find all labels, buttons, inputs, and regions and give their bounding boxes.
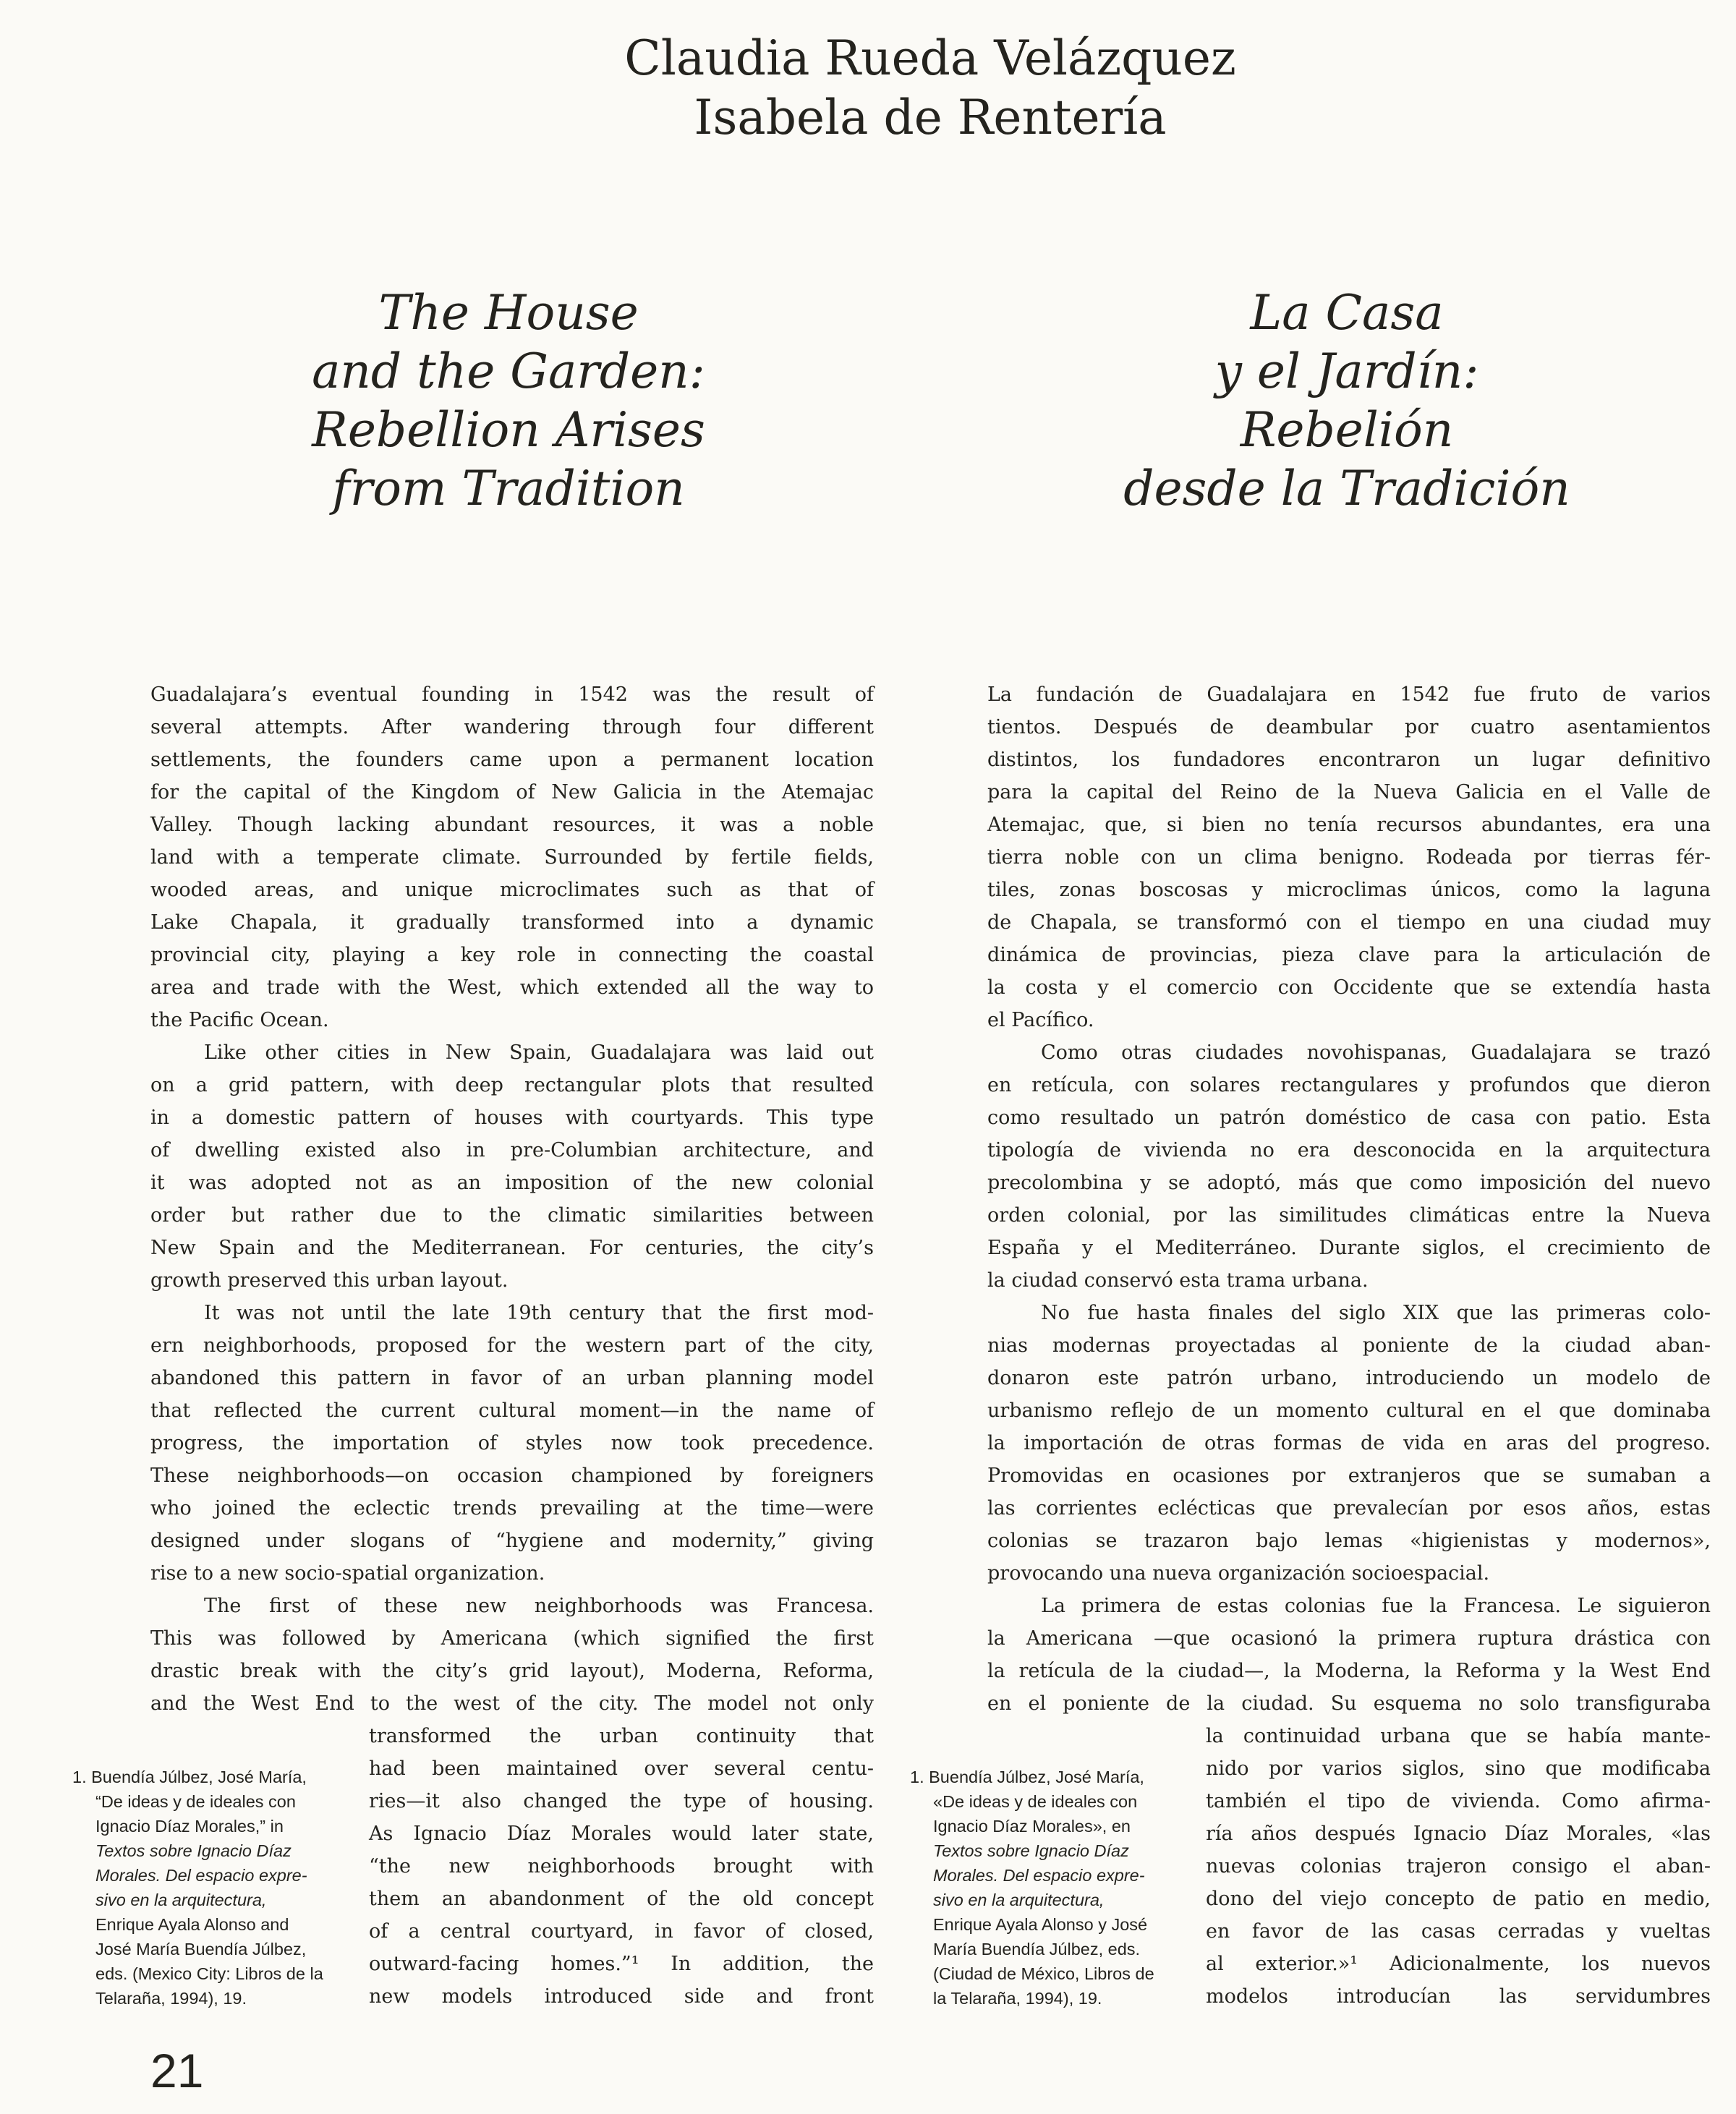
body-line: Like other cities in New Spain, Guadalajara was laid out xyxy=(204,1041,874,1064)
footnote-line: Enrique Ayala Alonso and xyxy=(95,1915,289,1934)
body-line: también el tipo de vivienda. Como afirma- xyxy=(1206,1790,1711,1812)
body-line: tientos. Después de deambular por cuatro asentamientos xyxy=(987,716,1711,738)
body-line: As Ignacio Díaz Morales would later state, xyxy=(369,1823,874,1845)
body-line: ries—it also changed the type of housing. xyxy=(369,1790,874,1812)
body-line: en favor de las casas cerradas y vueltas xyxy=(1206,1920,1711,1943)
footnote-line: Morales. Del espacio expre- xyxy=(933,1866,1145,1885)
body-line: nido por varios siglos, sino que modificaba xyxy=(1206,1757,1711,1780)
footnote-line: Ignacio Díaz Morales,” in xyxy=(95,1817,284,1836)
footnote-line: «De ideas y de ideales con xyxy=(933,1792,1138,1811)
footnote-line: Enrique Ayala Alonso y José xyxy=(933,1915,1148,1934)
author-name: Isabela de Rentería xyxy=(694,90,1167,145)
body-line: transformed the urban continuity that xyxy=(369,1725,874,1747)
body-line: dono del viejo concepto de patio en medio, xyxy=(1206,1888,1711,1910)
body-line: drastic break with the city’s grid layout), Moderna, Reforma, xyxy=(150,1660,874,1682)
body-line: who joined the eclectic trends prevailing at the time—were xyxy=(150,1497,874,1520)
body-line: in a domestic pattern of houses with courtyards. This type xyxy=(150,1107,874,1129)
title-line: y el Jardín: xyxy=(1214,344,1479,399)
body-line: precolombina y se adoptó, más que como imposición del nuevo xyxy=(987,1172,1711,1194)
footnote-line: sivo en la arquitectura, xyxy=(95,1891,267,1909)
footnote-spanish xyxy=(910,1765,1185,2011)
article-title-spanish xyxy=(1021,284,1672,518)
body-line: rise to a new socio-spatial organization. xyxy=(150,1562,545,1585)
body-line: Atemajac, que, si bien no tenía recursos abundantes, era una xyxy=(987,814,1711,836)
footnote-line: (Ciudad de México, Libros de xyxy=(933,1964,1154,1983)
body-line: España y el Mediterráneo. Durante siglos, el crecimiento de xyxy=(987,1237,1711,1259)
body-line: Guadalajara’s eventual founding in 1542 was the result of xyxy=(150,683,874,706)
body-line: ría años después Ignacio Díaz Morales, «las xyxy=(1206,1823,1711,1845)
body-line: la ciudad conservó esta trama urbana. xyxy=(987,1269,1369,1292)
article-title-english xyxy=(183,284,834,518)
body-line: designed under slogans of “hygiene and modernity,” giving xyxy=(150,1530,874,1552)
body-line: and the West End to the west of the city. The model not only xyxy=(150,1692,874,1715)
body-line: land with a temperate climate. Surrounded by fertile fields, xyxy=(150,846,874,869)
title-line: The House xyxy=(378,285,639,341)
body-line: growth preserved this urban layout. xyxy=(150,1269,509,1292)
body-line: nias modernas proyectadas al poniente de la ciudad aban- xyxy=(987,1334,1711,1357)
authors-heading xyxy=(0,29,1736,148)
body-line: La fundación de Guadalajara en 1542 fue fruto de varios xyxy=(987,683,1711,706)
body-line: en el poniente de la ciudad. Su esquema no solo transfiguraba xyxy=(987,1692,1711,1715)
body-line: La primera de estas colonias fue la Francesa. Le siguieron xyxy=(1041,1595,1711,1617)
body-line: distintos, los fundadores encontraron un lugar definitivo xyxy=(987,749,1711,771)
body-line: The first of these new neighborhoods was Francesa. xyxy=(204,1595,874,1617)
body-line: las corrientes eclécticas que prevalecían por esos años, estas xyxy=(987,1497,1711,1520)
footnote-line: Ignacio Díaz Morales», en xyxy=(933,1817,1131,1836)
footnote-line: María Buendía Júlbez, eds. xyxy=(933,1940,1141,1959)
body-line: It was not until the late 19th century that the first mod- xyxy=(204,1302,874,1324)
body-line: them an abandonment of the old concept xyxy=(369,1888,874,1910)
title-line: La Casa xyxy=(1250,285,1444,341)
body-line: para la capital del Reino de la Nueva Galicia en el Valle de xyxy=(987,781,1711,804)
body-line: provocando una nueva organización socioespacial. xyxy=(987,1562,1490,1585)
body-line: This was followed by Americana (which signified the first xyxy=(150,1627,874,1650)
body-line: el Pacífico. xyxy=(987,1009,1094,1031)
body-line: order but rather due to the climatic similarities between xyxy=(150,1204,874,1227)
body-line: la costa y el comercio con Occidente que se extendía hasta xyxy=(987,976,1711,999)
title-line: Rebelión xyxy=(1240,402,1454,458)
footnote-line: José María Buendía Júlbez, xyxy=(95,1940,307,1959)
author-name: Claudia Rueda Velázquez xyxy=(624,30,1236,86)
body-line: Promovidas en ocasiones por extranjeros que se sumaban a xyxy=(987,1465,1711,1487)
body-line: on a grid pattern, with deep rectangular plots that resulted xyxy=(150,1074,874,1096)
body-line: No fue hasta finales del siglo XIX que las primeras colo- xyxy=(1041,1302,1711,1324)
body-line: Valley. Though lacking abundant resources, it was a noble xyxy=(150,814,874,836)
body-line: tierra noble con un clima benigno. Rodeada por tierras fér- xyxy=(987,846,1711,869)
footnote-line: 1. Buendía Júlbez, José María, xyxy=(910,1768,1144,1786)
body-line: it was adopted not as an imposition of the new colonial xyxy=(150,1172,874,1194)
body-line: several attempts. After wandering through four different xyxy=(150,716,874,738)
body-line: New Spain and the Mediterranean. For centuries, the city’s xyxy=(150,1237,874,1259)
footnote-line: “De ideas y de ideales con xyxy=(95,1792,296,1811)
body-line: progress, the importation of styles now took precedence. xyxy=(150,1432,874,1454)
body-line: the Pacific Ocean. xyxy=(150,1009,329,1031)
body-line: for the capital of the Kingdom of New Galicia in the Atemajac xyxy=(150,781,874,804)
body-line: modelos introducían las servidumbres xyxy=(1206,1985,1711,2008)
footnote-line: Textos sobre Ignacio Díaz xyxy=(95,1841,292,1860)
body-line: had been maintained over several centu- xyxy=(369,1757,874,1780)
body-line: of dwelling existed also in pre-Columbian architecture, and xyxy=(150,1139,874,1162)
body-line: wooded areas, and unique microclimates such as that of xyxy=(150,879,874,901)
body-line: al exterior.»¹ Adicionalmente, los nuevos xyxy=(1206,1953,1711,1975)
footnote-line: 1. Buendía Júlbez, José María, xyxy=(72,1768,307,1786)
body-line: that reflected the current cultural moment—in the name of xyxy=(150,1399,874,1422)
body-line: de Chapala, se transformó con el tiempo en una ciudad muy xyxy=(987,911,1711,934)
body-line: abandoned this pattern in favor of an urban planning model xyxy=(150,1367,874,1389)
body-line: of a central courtyard, in favor of closed, xyxy=(369,1920,874,1943)
title-line: and the Garden: xyxy=(312,344,705,399)
body-line: nuevas colonias trajeron consigo el aban- xyxy=(1206,1855,1711,1878)
body-line: dinámica de provincias, pieza clave para la articulación de xyxy=(987,944,1711,966)
body-line: urbanismo reflejo de un momento cultural en el que dominaba xyxy=(987,1399,1711,1422)
body-line: en retícula, con solares rectangulares y profundos que dieron xyxy=(987,1074,1711,1096)
body-line: la continuidad urbana que se había mante- xyxy=(1206,1725,1711,1747)
footnote-line: sivo en la arquitectura, xyxy=(933,1891,1105,1909)
body-line: la importación de otras formas de vida en aras del progreso. xyxy=(987,1432,1711,1454)
body-line: area and trade with the West, which extended all the way to xyxy=(150,976,874,999)
title-line: Rebellion Arises xyxy=(312,402,705,458)
body-line: settlements, the founders came upon a permanent location xyxy=(150,749,874,771)
page-number: 21 xyxy=(150,2044,204,2097)
body-line: ern neighborhoods, proposed for the western part of the city, xyxy=(150,1334,874,1357)
title-line: from Tradition xyxy=(332,461,685,516)
body-line: Como otras ciudades novohispanas, Guadalajara se trazó xyxy=(1041,1041,1711,1064)
body-line: la retícula de la ciudad—, la Moderna, la Reforma y la West End xyxy=(987,1660,1711,1682)
body-line: tiles, zonas boscosas y microclimas únicos, como la laguna xyxy=(987,879,1711,901)
body-line: como resultado un patrón doméstico de casa con patio. Esta xyxy=(987,1107,1711,1129)
body-line: outward-facing homes.”¹ In addition, the xyxy=(369,1953,874,1975)
body-line: donaron este patrón urbano, introduciendo un modelo de xyxy=(987,1367,1711,1389)
title-line: desde la Tradición xyxy=(1123,461,1570,516)
body-line: new models introduced side and front xyxy=(369,1985,874,2008)
body-line: These neighborhoods—on occasion championed by foreigners xyxy=(150,1465,874,1487)
body-line: “the new neighborhoods brought with xyxy=(369,1855,874,1878)
footnote-line: Morales. Del espacio expre- xyxy=(95,1866,307,1885)
footnote-line: Textos sobre Ignacio Díaz xyxy=(933,1841,1129,1860)
body-line: la Americana —que ocasionó la primera ruptura drástica con xyxy=(987,1627,1711,1650)
footnote-line: Telaraña, 1994), 19. xyxy=(95,1989,247,2008)
body-line: provincial city, playing a key role in connecting the coastal xyxy=(150,944,874,966)
footnote-line: la Telaraña, 1994), 19. xyxy=(933,1989,1102,2008)
body-line: orden colonial, por las similitudes climáticas entre la Nueva xyxy=(987,1204,1711,1227)
body-line: Lake Chapala, it gradually transformed into a dynamic xyxy=(150,911,874,934)
footnote-line: eds. (Mexico City: Libros de la xyxy=(95,1964,323,1983)
footnote-english xyxy=(72,1765,347,2011)
body-line: colonias se trazaron bajo lemas «higienistas y modernos», xyxy=(987,1530,1711,1552)
body-line: tipología de vivienda no era desconocida en la arquitectura xyxy=(987,1139,1711,1162)
